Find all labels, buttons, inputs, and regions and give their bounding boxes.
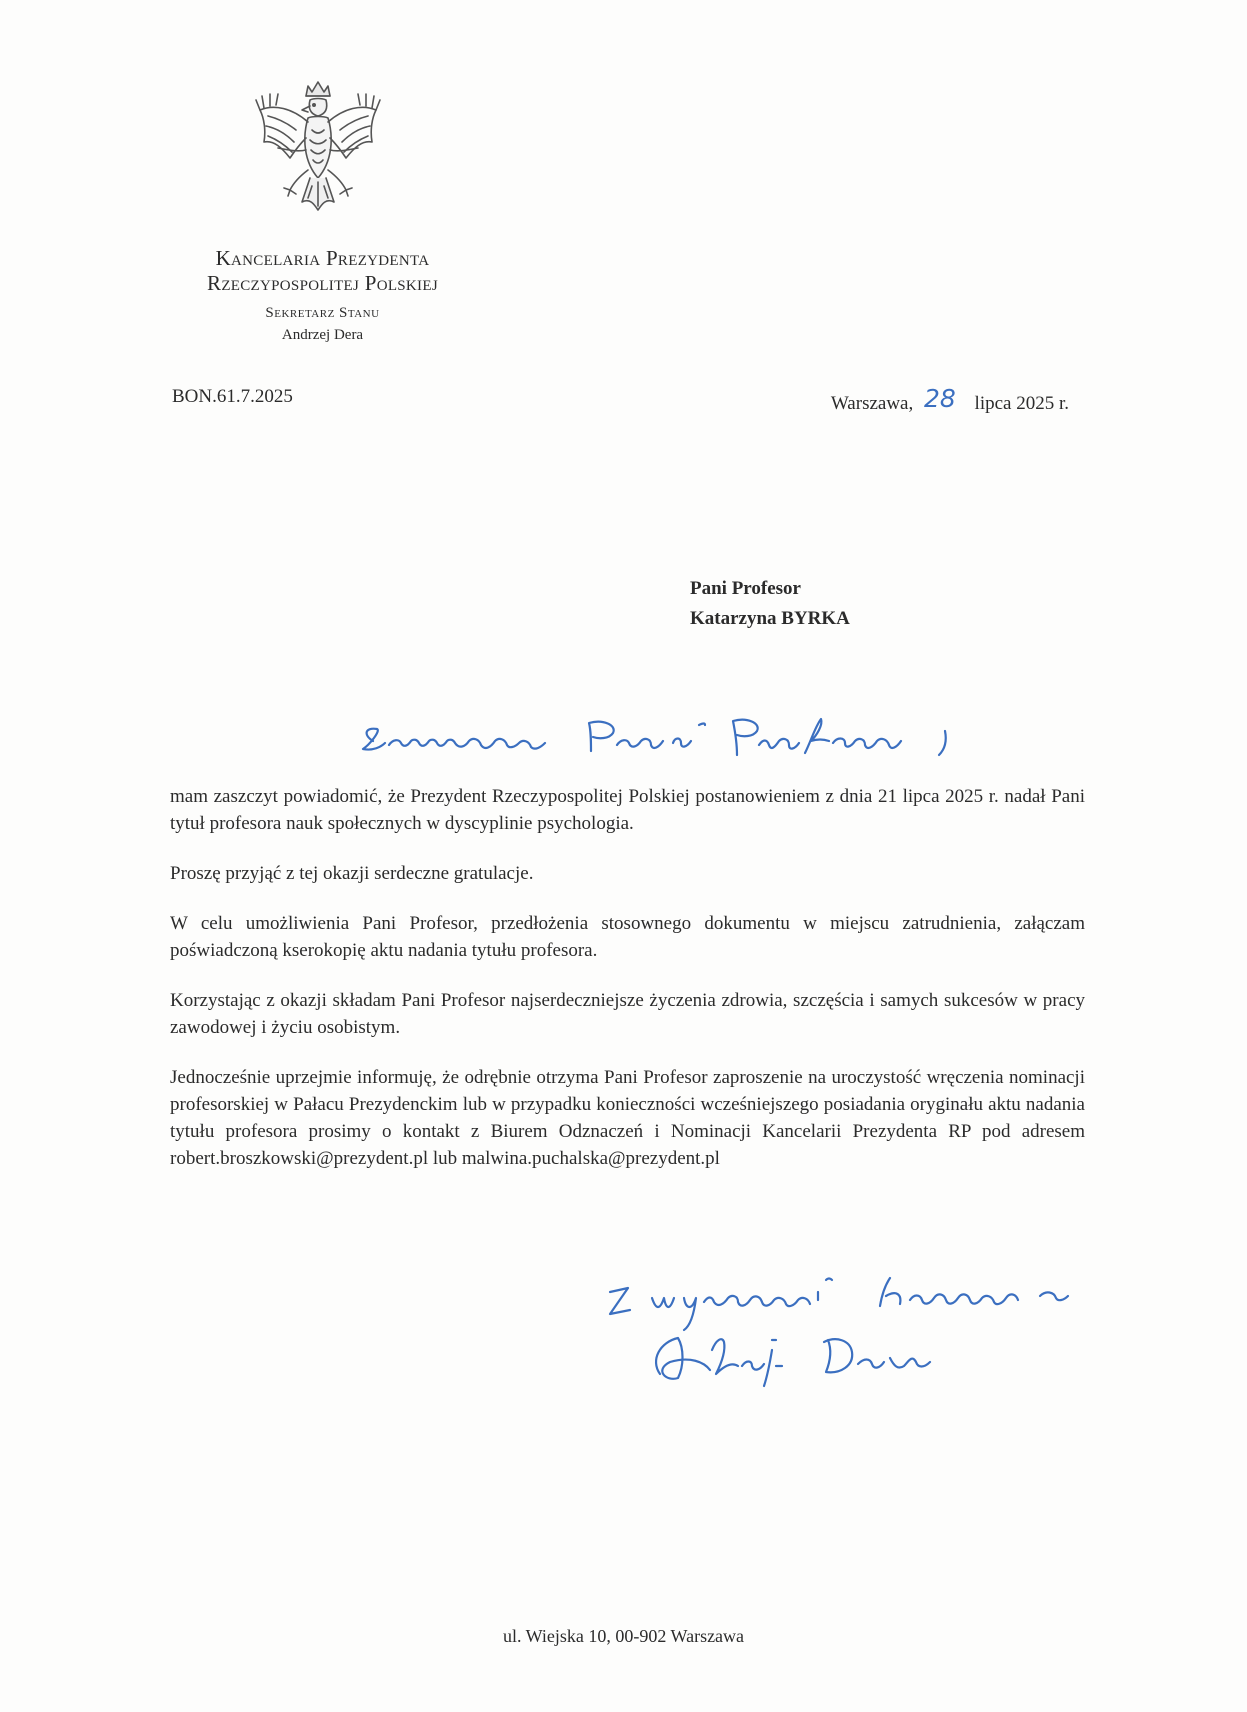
- body-paragraph: Proszę przyjąć z tej okazji serdeczne gratulacje.: [170, 863, 534, 884]
- body-paragraph: W celu umożliwienia Pani Profesor, przedłożenia stosownego dokumentu w miejscu zatrudnienia, załączam poświadczoną kserokopię aktu nadania tytułu profesora.: [170, 913, 1085, 961]
- sender-name: Andrzej Dera: [281, 327, 364, 344]
- body-paragraph: Jednocześnie uprzejmie informuję, że odrębnie otrzyma Pani Profesor zaproszenie na uroczystość wręczenia nominacji profesorskiej w Pałacu Prezydenckim lub w przypadku konieczności wcześniejszego posiadania oryginału aktu nadania tytułu profesora prosimy o kontakt z Biurem Odznaczeń i Nominacji Kancelarii Prezydenta RP pod adresem robert.broszkowski@prezydent.pl lub malwina.puchalska@prezydent.pl: [170, 1067, 1085, 1169]
- date-day-handwritten: 28: [923, 384, 956, 413]
- handwritten-signature: [600, 1270, 1120, 1400]
- addressee-title: Pani Profesor: [690, 578, 801, 599]
- office-name-line2: Rzeczypospolitej Polskiej: [207, 271, 438, 296]
- addressee-name: Katarzyna BYRKA: [690, 608, 850, 630]
- polish-eagle-emblem-icon: [248, 78, 388, 228]
- date-month-year: lipca 2025 r.: [974, 393, 1069, 414]
- letter-date: [831, 386, 1069, 415]
- handwritten-salutation: [355, 711, 965, 771]
- body-paragraph: mam zaszczyt powiadomić, że Prezydent Rzeczypospolitej Polskiej postanowieniem z dnia 21 lipca 2025 r. nadał Pani tytuł profesora nauk społecznych w dyscyplinie psychologia.: [170, 786, 1085, 834]
- office-name-line1: Kancelaria Prezydenta: [215, 246, 430, 270]
- date-place: Warszawa,: [830, 393, 914, 414]
- sender-position: Sekretarz Stanu: [265, 305, 380, 322]
- footer-address: ul. Wiejska 10, 00-902 Warszawa: [502, 1626, 745, 1646]
- body-paragraph: Korzystając z okazji składam Pani Profesor najserdeczniejsze życzenia zdrowia, szczęścia i samych sukcesów w pracy zawodowej i życiu osobistym.: [170, 990, 1085, 1038]
- reference-number: BON.61.7.2025: [172, 386, 293, 407]
- addressee: [690, 574, 850, 635]
- letterhead: [130, 246, 515, 344]
- letter-body: [170, 783, 1085, 1195]
